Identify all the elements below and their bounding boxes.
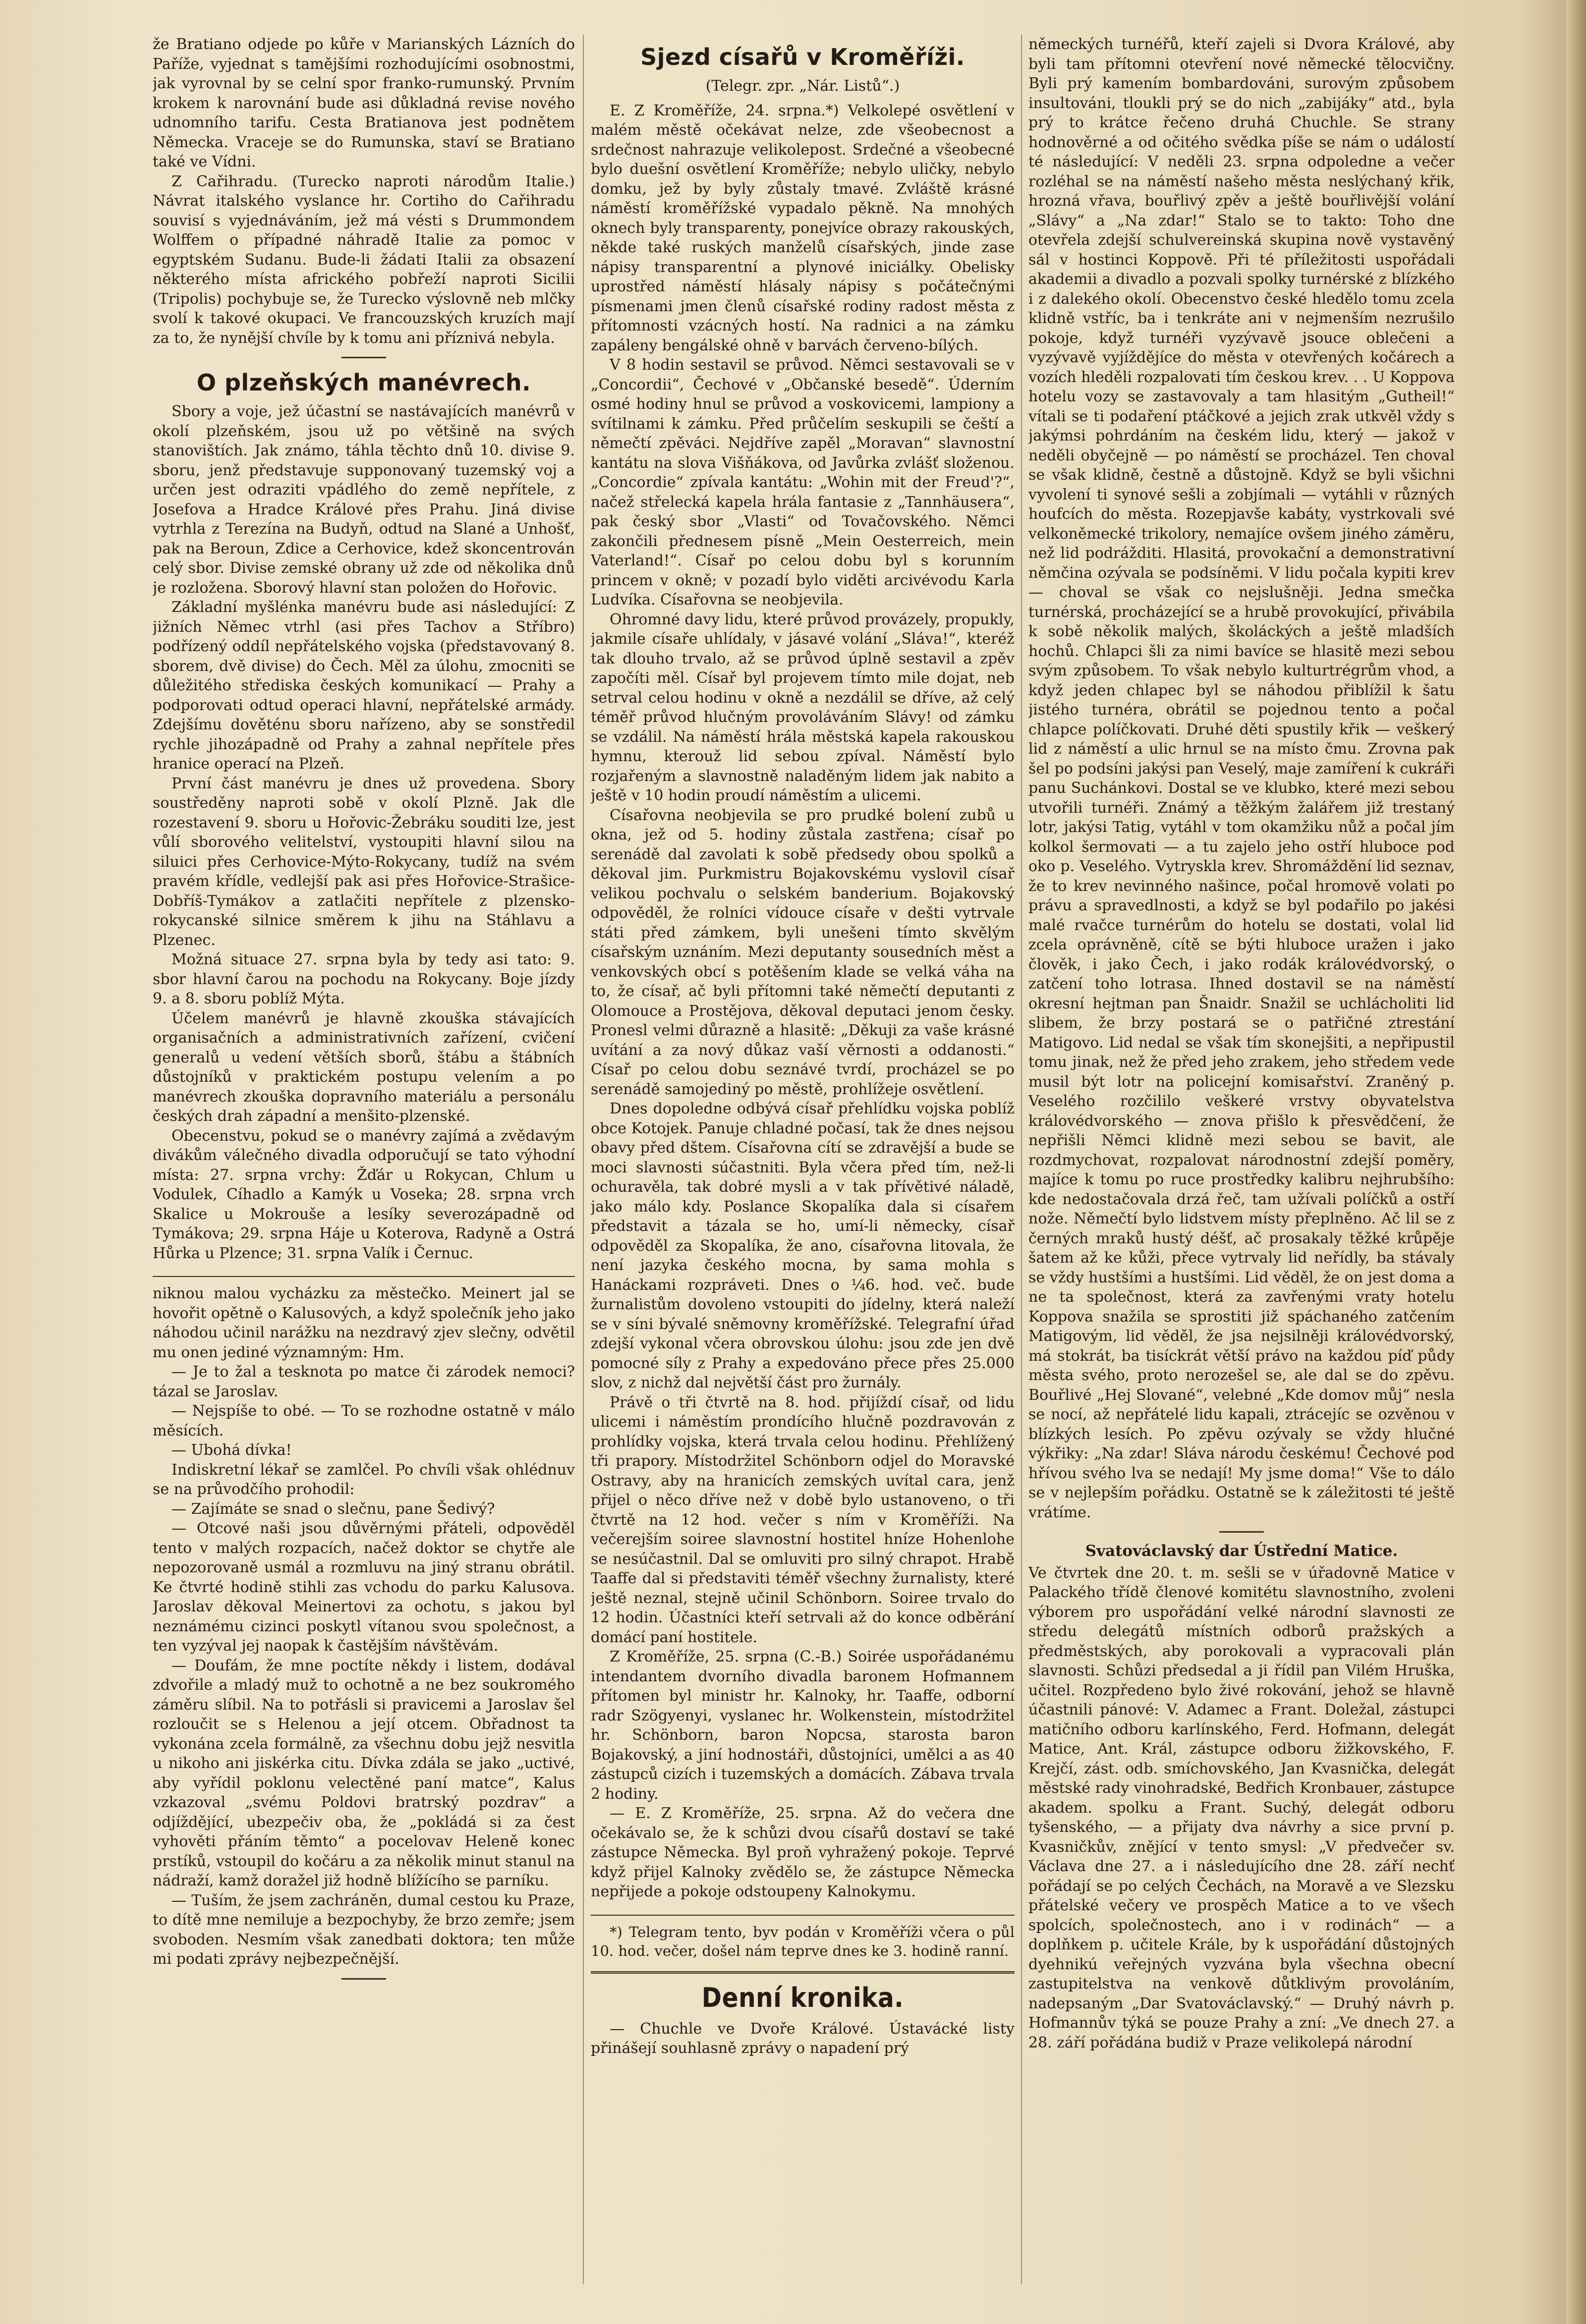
feuilleton-text: — Nejspíše to obé. — To se rozhodne ostatně v málo měsících. — [153, 1402, 575, 1439]
footnote: *) Telegram tento, byv podán v Kroměříži včera o půl 10. hod. večer, došel nám teprve dnes ke 3. hodině ranní. — [591, 1923, 1015, 1959]
article-text: První část manévru je dnes už provedena. Sbory soustředěny naproti sobě v okolí Plzně. Jak dle rozestavení 9. sboru u Hořovic-Žebráku souditi lze, jest vůlí sborového velitelství, vystoupiti hlavní silou na siluici přes Cerhovice-Mýto-Rokycany, tudíž na svém pravém křídle, vedlejší pak asi přes Hořovice-Strašice-Dobříš-Tymákov a zatlačiti nepřítele z plzensko-rokycanské silnice směrem k jihu na Stáhlavu a Plzenec. — [153, 775, 575, 949]
column-middle — [591, 35, 1015, 2294]
column-rule — [583, 35, 584, 2284]
divider — [591, 1971, 1015, 1974]
article-title: O plzeňských manévrech. — [196, 369, 531, 396]
feuilleton-text: — Zajímáte se snad o slečnu, pane Šedivý? — [171, 1500, 495, 1518]
section-title: Denní kronika. — [701, 1982, 904, 2013]
article-text: Sbory a voje, jež účastní se nastávajících manévrů v okolí plzeňském, jsou už po většině na svých stanovištích. Jak známo, táhla těchto dnů 10. divise 9. sboru, jenž představuje supponovaný tuzemský voj a určen jest odraziti vpádlého do země nepřítele, z Josefova a Hradce Králové přes Prahu. Jiná divise vytrhla z Terezína na Budyň, odtud na Slané a Unhošť, pak na Beroun, Zdice a Cerhovice, kdež skoncentrován celý sbor. Divise zemské obrany už zde od několika dnů je rozložena. Sborový hlavní stan položen do Hořovic. — [153, 403, 575, 597]
article-text: Účelem manévrů je hlavně zkouška stávajících organisačních a administrativních zařízení, cvičení generalů u vedení větších sborů, štábu a štábních důstojníků v praktickém postupu velením a po manévrech zkouška dopravního materiálu a personálu českých drah západní a menšito-plzenské. — [153, 1009, 575, 1125]
divider — [341, 1978, 386, 1980]
feuilleton-text: niknou malou vycházku za městečko. Meinert jal se hovořit opětně o Kalusových, a když společník jeho jako náhodou učinil narážku na nezdravý zjev slečny, odvětil mu onen jediné významným: Hm. — [153, 1285, 575, 1361]
article-text: že Bratiano odjede po kůře v Marianských Lázních do Paříže, vyjednat s tamějšími rozhodujícími osobnostmi, jak vyrovnal by se celní spor franko-rumunský. Prvním krokem k narovnání bude asi důkladná revise nového udnomního tarifu. Cesta Bratianova jest podnětem Německa. Vraceje se do Rumunska, staví se Bratiano také ve Vídni. — [153, 36, 575, 170]
article-text: Obecenstvu, pokud se o manévry zajímá a zvědavým divákům válečného divadla odporučují se tato výhodní místa: 27. srpna vrchy: Žďár u Rokycan, Chlum u Vodulek, Cíhadlo a Kamýk u Voseka; 28. srpna vrch Skalice u Mokrouše a lesíky severozápadně od Tymákova; 29. srpna Háje u Koterova, Radyně a Ostrá Hůrka u Plzence; 31. srpna Valík i Černuc. — [153, 1127, 575, 1262]
feuilleton-divider — [153, 1276, 575, 1277]
feuilleton-text: — Ubohá dívka! — [171, 1441, 292, 1459]
feuilleton-text: — Je to žal a tesknota po matce či zárodek nemoci? tázal se Jaroslav. — [153, 1363, 575, 1400]
article-text: Dnes dopoledne odbývá císař přehlídku vojska poblíž obce Kotojek. Panuje chladné počasí, tak že dnes nejsou obavy před dštem. Císařovna cítí se zdravější a bude se moci slavnosti súčastniti. Byla včera před tím, než-li ochuravěla, tak dobré mysli a v tak přívětivé náladě, jako málo kdy. Poslance Skopalíka dala si císařem představit a tázala se ho, umí-li německy, císař odpověděl za Skopalíka, že ano, císařovna litovala, že není jazyka českého mocna, by sama mohla s Hanáckami rozpráveti. Dnes o ¼6. hod. več. bude žurnalistům dovoleno vstoupiti do jídelny, která naleží se v síni bývalé sněmovny kroměřížské. Telegrafní úřad zdejší vykonal včera obrovskou úlohu: jsou zde jen dvě pomocné síly z Prahy a expedováno přece přes 25.000 slov, z nichž dal největší část pro žurnály. — [591, 1100, 1015, 1391]
page-edge — [1566, 0, 1586, 2324]
divider — [1219, 1531, 1264, 1533]
article-text: německých turnéřů, kteří zajeli si Dvora Králové, aby byli tam přítomni otevření nové německé tělocvičny. Byli prý kamením bombardováni, surovým způsobem insultováni, tloukli prý se do nich „zabijáky“ atd., byla prý to krátce řečeno druhá Chuchle. Se strany hodnověrné a od očitého svědka píše se nám o událostí té následující: V neděli 23. srpna odpoledne a večer rozléhal se na náměstí našeho města neslýchaný křik, hrozná vřava, bouřlivý zpěv a ještě bouřlivější volání „Slávy“ a „Na zdar!“ Stalo se to takto: Toho dne otevřela zdejší schulvereinská skupina nově vystavěný sál v hostinci Koppově. Při té příležitosti uspořádali akademii a divadlo a pozvali spolky turnérské z blízkého i z dalekého okolí. Obecenstvo české hledělo tomu zcela klidně vstříc, ba i tenkráte ani v nejmenším nezrušilo pokoje, když turnéři vyzývavě jsouce oblečeni a vyzývavě vyjíždějíce do města v otevřených kočárech a vozích hleděli rozpalovati tím českou krev. . . U Koppova hotelu vozy se zastavovaly a tam hlasitým „Gutheil!“ vítali se ti podaření ptáčkové a jejich zrak utkvěl vždy s jakýmsi pohrdáním na českém lidu, který — jakož v neděli obyčejně — po náměstí se procházel. Ten choval se však klidně, čestně a důstojně. Když se byli všichni vyvolení ti synové sešli a zobjímali — vytáhli v různých houfcích do města. Rozepjavše kabáty, vystrkovali své velkoněmecké trikolory, nemajíce ovšem jiného záměru, než lid podrážditi. Hlasitá, provokační a demonstrativní němčina ozývala se podsíněmi. V lidu počala kypiti krev — choval se však co nejslušněji. Jedna smečka turnérská, procházející se a hrubě provokující, přivábila k sobě několik malých, školáckých a ještě mladších hochů. Chlapci šli za nimi bavíce se hlasitě mezi sebou svým způsobem. To však nebylo kulturtrégrům vhod, a když jeden chlapec byl se náhodou přiblížil k šatu jistého turnéra, obrátil se pojednou tento a počal chlapce políčkovati. Druhé děti spustily křik — veškerý lid z náměstí a ulic hrnul se na místo čmu. Zrovna pak šel po podsíni jakýsi pan Veselý, maje zamíření k cukráři panu Suchánkovi. Dostal se ve klubko, které mezi sebou utvořili turnéři. Známý a těžkým žalářem již trestaný lotr, jakýsi Tatig, vytáhl v tom okamžiku nůž a počal jím kolkol šermovati — a tu zajelo jeho ostří hluboce pod oko p. Veselého. Vytryskla krev. Shromáždění lid seznav, že to krev nevinného našince, počal hromově volati po právu a spravedlnosti, a když se byl podařilo po jakési malé rvačce turnérům do hotelu se dostati, volal lid zcela oprávněně, cítě se býti hluboce uražen i jako člověk, i jako Čech, i jako rodák královédvorský, o zatčení toho lotrasa. Ihned dostavil se na náměstí okresní hejtman pan Šnaidr. Snažil se uchlácholiti lid slibem, že brzy postará se o patřičné ztrestání Matigovo. Lid nedal se však tím skonejšiti, a nepřipustil tomu jinak, než že před jeho zrakem, jeho středem vede musil být lotr na policejní komisařství. Zraněný p. Veselého rozčililo veškeré vrstvy obyvatelstva královédvorského — znova přišlo k přesvědčení, že nepřišli Němci klidně mezi sebou se bavit, ale rozdmychovat, rozpalovat národnostní zdejší poměry, majíce k tomu po ruce prostředky kalibru nejhrubšího: kde nedostačovala drzá řeč, tam užívali políčků a ostří nože. Němečtí bylo lidstvem místy přeplněno. Ač lil se z černých mraků hustý déšť, ač prosakaly těžké krůpěje šatem až ke kůži, přece vytrvaly lid neřídly, ba stávaly se vždy hustšími a hustšími. Lid věděl, že on jest doma a ne ta společnost, která za zavřenými vraty hotelu Koppova snažila se sprostiti již spáchaného zatčením Matigovým, lid věděl, že jsa nejsilněji královédvorský, má stokrát, ba tisíckrát větší právo na každou píď půdy města svého, proto nerozešel se, ale dal se do zpěvu. Bouřlivé „Hej Slované“, velebné „Kde domov můj“ nesla se nocí, až nepřátelé lidu kapali, ztrácejíc se ozvěnou v blízkých lesích. Po zpěvu ozývaly se vždy hlučné výkřiky: „Na zdar! Sláva národu českému! Čechové pod hřívou svého lva se nedají! My jsme doma!“ Vše to dálo se v nejlepším pořádku. Ostatně se k záležitosti té ještě vrátíme. — [1028, 36, 1455, 1521]
feuilleton-text: — Tuším, že jsem zachráněn, dumal cestou ku Praze, to dítě mne nemiluje a bezpochyby, že brzo zemře; jsem svoboden. Nesmím však zanedbati doktora; ten může mi podati zprávy nejbezpečnější. — [153, 1891, 575, 1968]
column-right — [1028, 35, 1455, 2294]
article-text: — E. Z Kroměříže, 25. srpna. Až do večera dne očekávalo se, že k schůzi dvou císařů dostaví se také zástupce Německa. Byl proň vyhražený pokoje. Teprvé když přijel Kalnoky zvědělo se, že zástupce Německa nepřijede a pokoje odstoupeny Kalnokymu. — [591, 1805, 1015, 1900]
article-subtitle: (Telegr. zpr. „Nár. Listů“.) — [705, 77, 900, 95]
feuilleton-text: — Doufám, že mne poctíte někdy i listem, dodával zdvořile a mladý muž to ochotně a ne bez soukromého záměru slíbil. Na to potřásli si pravicemi a Jaroslav šel rozloučit se s Helenou a její otcem. Obřadnost ta vykonána zcela formálně, za všechnu dobu jejž nesvitla u nikoho ani jiskérka citu. Dívka zdála se jako „uctivé, aby vyřídil poklonu velectěné paní matce“, Kalus vzkazoval „svému Poldovi bratrský pozdrav“ a odjíždějící, ubezpečiv oba, že „pokládá si za čest vyhověti přáním těmto“ a pocelovav Heleně konec prstíků, vstoupil do kočáru a za několik minut stanul na nádraží, kamž doražel již hodně blížícího se parníku. — [153, 1657, 575, 1889]
feuilleton-text: Indiskretní lékař se zamlčel. Po chvíli však ohlédnuv se na průvodčího prohodil: — [153, 1461, 575, 1498]
article-text: Základní myšlénka manévru bude asi následující: Z jižních Němec vtrhl (asi přes Tachov a Stříbro) podřízený oddíl nepřátelského vojska (představovaný 8. sborem, dvě divise) do Čech. Měl za úlohu, zmocniti se důležitého střediska českých komunikací — Prahy a podporovati odtud operaci hlavní, nepřátelské armády. Zdejšímu dověténu sboru nařízeno, aby se sonstředil rychle jihozápadně od Prahy a zahnal nepřítele přes hranice operací na Plzeň. — [153, 599, 575, 773]
divider — [591, 1915, 1015, 1916]
column-rule — [1021, 35, 1022, 2284]
article-text: Císařovna neobjevila se pro prudké bolení zubů u okna, jež od 5. hodiny zůstala zastřena; císař po serenádě dal zavolati k sobě předsedy obou spolků a děkoval jim. Purkmistru Bojakovskému vyslovil císař velikou pochvalu o selském banderium. Bojakovský odpověděl, že rolníci vídouce císaře v dešti vytrvale státi před zámkem, byli unešeni tímto skvělým císařským uznáním. Mezi deputanty sousedních měst a venkovských obcí s potěšením klade se velká váha na to, že císař, ač byli přítomni také němečtí deputanti z Olomouce a Prostějova, děkoval deputaci jenom česky. Pronesl velmi důrazně a hlasitě: „Děkuji za vaše krásné uvítání a za nový důkaz vaší věrnosti a oddanosti.“ Císař po celou dobu seznávé tvrdí, procházel se po serenádě samojediný po městě, prohlížeje osvětlení. — [591, 806, 1015, 1098]
article-text: Možná situace 27. srpna byla by tedy asi tato: 9. sbor hlavní čarou na pochodu na Rokycany. Boje jízdy 9. a 8. sboru poblíž Mýta. — [153, 951, 575, 1007]
article-text: Z Cařihradu. (Turecko naproti národům Italie.) Návrat italského vyslance hr. Cortiho do Cařihradu souvisí s vyjednáváním, jež má vésti s Drummondem Wolffem o případné náhradě Italie za pomoc v egyptském Sudanu. Bude-li žádati Italii za obsazení některého místa afrického pobřeží naproti Sicilii (Tripolis) pochybuje se, že Turecko výslovně neb mlčky svolí k takové okupaci. Ve francouzských kruzích mají za to, že nynější chvíle by k tomu ani příznivá nebyla. — [153, 172, 575, 347]
divider — [341, 357, 386, 358]
article-title: Svatováclavský dar Ústřední Matice. — [1085, 1542, 1398, 1560]
article-text: — Chuchle ve Dvoře Králové. Ústavácké listy přinášejí souhlasně zprávy o napadení prý — [591, 2020, 1015, 2057]
feuilleton-text: — Otcové naši jsou důvěrnými přáteli, odpověděl tento v malých rozpacích, načež doktor se chytře ale nepozorovaně usmál a rozmluvu na jiný stranu obrátil. Ke čtvrté hodině stihli zas vchodu do parku Kalusova. Jaroslav děkoval Meinertovi za ochotu, s jakou byl neznámému cizinci poskytl vítanou svou společnost, a ten vyzýval jej naopak k častějším návštěvám. — [153, 1520, 575, 1655]
article-text: E. Z Kroměříže, 24. srpna.*) Velkolepé osvětlení v malém městě očekávat nelze, zde všeobecnost a srdečnost nahrazuje velikolepost. Srdečné a všeobecné bylo duešní osvětlení Kroměříže; nebylo uličky, nebylo domku, jež by byly zůstaly tmavé. Zvláště krásné náměstí kroměřížské vypadalo pěkně. Na mnohých oknech byly transparenty, ponejvíce obrazy rakouských, někde také ruských manželů císařských, jinde zase nápisy transparentní a plynové iniciálky. Obelisky uprostřed náměstí hlásaly nápisy s počátečnými písmenami jmen členů císařské rodiny radost města z přítomnosti vzácných hostí. Na radnici a na zámku zapáleny bengálské ohně v barvách červeno-bílých. — [591, 102, 1015, 354]
column-left — [153, 35, 575, 2294]
article-text: V 8 hodin sestavil se průvod. Němci sestavovali se v „Concordii“, Čechové v „Občanské besedě“. Úderním osmé hodiny hnul se průvod a voskovicemi, lampiony a svítilnami k zámku. Před průčelím seskupili se čeští a němečtí zpěváci. Nejdříve zapěl „Moravan“ slavnostní kantátu na slova Višňákova, od Javůrka zvlášť složenou. „Concordie“ zpívala kantátu: „Wohin mit der Freud'?“, načež střelecká kapela hrála fantasie z „Tannhäusera“, pak český sbor „Vlasti“ od Tovačovského. Němci zakončili přednesem písně „Mein Oesterreich, mein Vaterland!“. Císař po celou dobu byl s korunním princem v okně; v pozadí bylo viděti arcivévodu Karla Ludvíka. Císařovna se neobjevila. — [591, 356, 1015, 609]
article-text: Právě o tři čtvrtě na 8. hod. přijíždí císař, od lidu ulicemi i náměstím prondícího hlučně pozdravován z prohlídky vojska, která trvala celou hodinu. Přehlížený tři prapory. Místodržitel Schönborn odjel do Moravské Ostravy, aby na hranicích zemských uvítal cara, jenž přijel o něco dříve než v době bylo ustanoveno, o tři čtvrtě na 12 hod. večer s ním v Kroměříži. Na večerejším soiree slavnostní hostitel hníze Hohenlohe se nesúčastnil. Dal se omluviti pro silný chrapot. Hrabě Taaffe dal si představiti téměř všechny žurnalisty, které ještě neznal, stejně učinil Schönborn. Soiree trvalo do 12 hodin. Účastníci kteří setrvali až do konce odběrání domácí paní hostitele. — [591, 1393, 1015, 1646]
article-text: Ve čtvrtek dne 20. t. m. sešli se v úřadovně Matice v Palackého třídě členové komitétu slavnostního, zvoleni výborem pro uspořádání velké národní slavnosti ze středu delegátů místních odborů pražských a předměstských, aby porokovali a vypracovali plán slavnosti. Schůzi předsedal a ji řídil pan Vilém Hruška, učitel. Rozpředeno bylo živé rokování, jehož se hlavně účastnili pánové: V. Adamec a Frant. Doležal, zástupci matičního odboru karlínského, Ferd. Hofmann, delegát Matice, Ant. Král, zástupce odboru žižkovského, F. Krejčí, zást. odb. smíchovského, Jan Kvasnička, delegát městské rady vinohradské, Bedřich Kronbauer, zástupce akadem. spolku a Frant. Suchý, delegát odboru tyšenského, — a přijaty dva návrhy a sice první p. Kvasničkův, znějící v tento smysl: „V předvečer sv. Václava dne 27. a i následujícího dne 28. září nechť pořádají se po celých Čechách, na Moravě a ve Slezsku přátelské večery ve prospěch Matice a to ve všech spolcích, společnostech, ano i v rodinách“ — a doplňkem p. učitele Krále, by k uspořádání důstojných dyehnikú veřejných vyzvána byla všechna obecní zastupitelstva na venkově důtklivým provoláním, nadepsaným „Dar Svatováclavský.“ — Druhý návrh p. Hofmannův týká se pouze Prahy a zní: „Ve dnech 27. a 28. září pořádána budiž v Praze velikolepá národní — [1028, 1564, 1455, 2051]
article-text: Z Kroměříže, 25. srpna (C.-B.) Soirée uspořádanému intendantem dvorního divadla baronem Hofmannem přítomen byl ministr hr. Kalnoky, hr. Taaffe, odborní radr Szögyenyi, vyslanec hr. Wolkenstein, místodržitel hr. Schönborn, baron Nopcsa, starosta baron Bojakovský, a jiní hodnostáři, důstojníci, umělci a as 40 zástupců cizích i tuzemských a domácích. Zábava trvala 2 hodiny. — [591, 1648, 1015, 1803]
article-title: Sjezd císařů v Kroměříži. — [640, 44, 965, 70]
article-text: Ohromné davy lidu, které průvod provázely, propukly, jakmile císaře uhlídaly, v jásavé volání „Sláva!“, kteréž tak dlouho trvalo, až se průvod úplně sestavil a zpěv započíti měl. Císař byl projevem tímto mile dojat, neb setrval celou hodinu v okně a nezdálil se dříve, až celý téměř průvod hlučným provoláváním Slávy! od zámku se vzdálil. Na náměstí hrála městská kapela rakouskou hymnu, kterouž lid sebou zpíval. Náměstí bylo rozjařeným a slavnostně naladěným lidem jak nabito a ještě v 10 hodin proudí náměstím a ulicemi. — [591, 610, 1015, 804]
